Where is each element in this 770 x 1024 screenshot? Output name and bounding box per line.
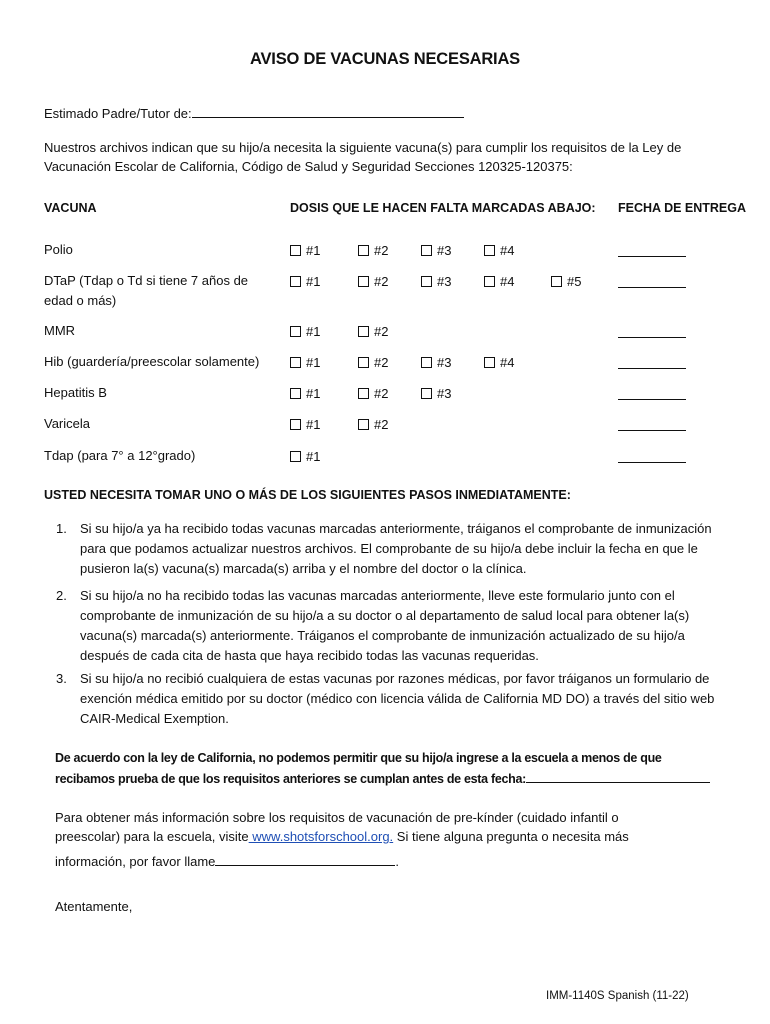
dose-label: #3 bbox=[437, 355, 452, 370]
dose-label: #4 bbox=[500, 274, 515, 289]
dose-label: #1 bbox=[306, 386, 321, 401]
dose-checkbox[interactable] bbox=[358, 388, 369, 399]
dose-label: #1 bbox=[306, 243, 321, 258]
dose-label: #5 bbox=[567, 274, 582, 289]
dose-label: #3 bbox=[437, 243, 452, 258]
vaccine-name: Hepatitis B bbox=[44, 385, 107, 400]
column-header-vaccine: VACUNA bbox=[44, 201, 97, 215]
dose-option[interactable] bbox=[484, 355, 514, 370]
dose-option[interactable] bbox=[484, 243, 514, 258]
column-header-date: FECHA DE ENTREGA bbox=[618, 201, 747, 215]
delivery-date-field[interactable] bbox=[618, 256, 686, 257]
dose-option[interactable] bbox=[358, 355, 388, 370]
dose-option[interactable] bbox=[290, 386, 320, 401]
dose-label: #1 bbox=[306, 417, 321, 432]
vaccine-name: Varicela bbox=[44, 416, 91, 431]
step-number: 1. bbox=[56, 521, 67, 536]
dose-label: #1 bbox=[306, 324, 321, 339]
phone-number-field[interactable] bbox=[215, 851, 395, 866]
dose-checkbox[interactable] bbox=[290, 326, 301, 337]
dose-checkbox[interactable] bbox=[484, 276, 495, 287]
dose-label: #2 bbox=[374, 417, 389, 432]
delivery-date-field[interactable] bbox=[618, 430, 686, 431]
parent-name-field[interactable] bbox=[192, 103, 464, 118]
dose-checkbox[interactable] bbox=[484, 357, 495, 368]
vaccine-name: MMR bbox=[44, 323, 76, 338]
dose-option[interactable] bbox=[358, 386, 388, 401]
dose-label: #3 bbox=[437, 274, 452, 289]
dose-label: #2 bbox=[374, 324, 389, 339]
dose-option[interactable] bbox=[484, 274, 514, 289]
intro-line-1: Nuestros archivos indican que su hijo/a necesita la siguiente vacuna(s) para cumplir los requisitos de la Ley de bbox=[44, 140, 682, 155]
dose-checkbox[interactable] bbox=[290, 357, 301, 368]
shotsforschool-link[interactable]: www.shotsforschool.org. bbox=[248, 829, 394, 844]
vaccine-name: Polio bbox=[44, 242, 73, 257]
info-line-2 bbox=[55, 827, 629, 847]
greeting-line bbox=[44, 103, 464, 124]
dose-checkbox[interactable] bbox=[421, 388, 432, 399]
dose-option[interactable] bbox=[290, 417, 320, 432]
deadline-date-field[interactable] bbox=[526, 768, 710, 783]
delivery-date-field[interactable] bbox=[618, 462, 686, 463]
law-line-2 bbox=[55, 768, 710, 789]
dose-checkbox[interactable] bbox=[358, 276, 369, 287]
info-line-3 bbox=[55, 851, 399, 872]
step-text: Si su hijo/a no recibió cualquiera de estas vacunas por razones médicas, por favor tráiganos un formulario de exención médica emitido por su doctor (médico con licencia válida de California MD DO) a través del sitio web CAIR-Medical Exemption. bbox=[80, 671, 715, 726]
info-line-3-text: información, por favor llame bbox=[55, 854, 216, 869]
intro-line-2: Vacunación Escolar de California, Código de Salud y Seguridad Secciones 120325-120375: bbox=[44, 159, 573, 174]
dose-label: #2 bbox=[374, 386, 389, 401]
dose-checkbox[interactable] bbox=[290, 388, 301, 399]
dose-label: #1 bbox=[306, 449, 321, 464]
vaccine-name: Hib (guardería/preescolar solamente) bbox=[44, 354, 260, 369]
dose-label: #2 bbox=[374, 355, 389, 370]
dose-label: #1 bbox=[306, 274, 321, 289]
dose-checkbox[interactable] bbox=[290, 276, 301, 287]
dose-option[interactable] bbox=[290, 274, 320, 289]
dose-option[interactable] bbox=[358, 324, 388, 339]
dose-checkbox[interactable] bbox=[290, 419, 301, 430]
closing: Atentamente, bbox=[55, 899, 133, 914]
dose-checkbox[interactable] bbox=[290, 245, 301, 256]
dose-option[interactable] bbox=[421, 274, 451, 289]
step-text: Si su hijo/a no ha recibido todas las vacunas marcadas anteriormente, lleve este formulario junto con el comprobante de inmunización de su hijo/a a su doctor o al departamento de salud local para obtener la(s) vacuna(s) marcada(s) anteriormente. Tráiganos el comprobante de inmunización actualizado de su hijo/a después de cada cita de hasta que haya recibido todas las vacunas requeridas. bbox=[80, 588, 690, 663]
dose-checkbox[interactable] bbox=[484, 245, 495, 256]
dose-label: #2 bbox=[374, 243, 389, 258]
dose-checkbox[interactable] bbox=[358, 245, 369, 256]
dose-checkbox[interactable] bbox=[421, 245, 432, 256]
law-line-1: De acuerdo con la ley de California, no podemos permitir que su hijo/a ingrese a la escuela a menos de que bbox=[55, 751, 662, 765]
delivery-date-field[interactable] bbox=[618, 368, 686, 369]
column-header-doses: DOSIS QUE LE HACEN FALTA MARCADAS ABAJO: bbox=[290, 201, 596, 215]
greeting-label: Estimado Padre/Tutor de: bbox=[44, 106, 192, 121]
dose-label: #1 bbox=[306, 355, 321, 370]
dose-option[interactable] bbox=[421, 243, 451, 258]
steps-heading: USTED NECESITA TOMAR UNO O MÁS DE LOS SIGUIENTES PASOS INMEDIATAMENTE: bbox=[44, 488, 571, 502]
dose-option[interactable] bbox=[290, 243, 320, 258]
dose-option[interactable] bbox=[551, 274, 581, 289]
dose-option[interactable] bbox=[358, 417, 388, 432]
page-title: AVISO DE VACUNAS NECESARIAS bbox=[250, 50, 520, 68]
vaccine-name: DTaP (Tdap o Td si tiene 7 años de edad o más) bbox=[44, 273, 249, 308]
delivery-date-field[interactable] bbox=[618, 287, 686, 288]
dose-option[interactable] bbox=[421, 355, 451, 370]
vaccine-name: Tdap (para 7° a 12°grado) bbox=[44, 448, 196, 463]
step-number: 3. bbox=[56, 671, 67, 686]
info-line-2-end: Si tiene alguna pregunta o necesita más bbox=[393, 829, 629, 844]
form-code-footer: IMM-1140S Spanish (11-22) bbox=[546, 990, 689, 1002]
dose-checkbox[interactable] bbox=[358, 419, 369, 430]
info-line-3-period: . bbox=[395, 854, 400, 869]
info-line-2-start: preescolar) para la escuela, visite bbox=[55, 829, 249, 844]
dose-label: #2 bbox=[374, 274, 389, 289]
dose-option[interactable] bbox=[358, 243, 388, 258]
step-number: 2. bbox=[56, 588, 67, 603]
law-line-2-text: recibamos prueba de que los requisitos anteriores se cumplan antes de esta fecha: bbox=[55, 772, 527, 786]
dose-checkbox[interactable] bbox=[358, 326, 369, 337]
delivery-date-field[interactable] bbox=[618, 399, 686, 400]
dose-checkbox[interactable] bbox=[421, 276, 432, 287]
dose-option[interactable] bbox=[358, 274, 388, 289]
step-text: Si su hijo/a ya ha recibido todas vacunas marcadas anteriormente, tráiganos el comprobante de inmunización para que podamos actualizar nuestros archivos. El comprobante de su hijo/a debe incluir la fecha en que le pusieron la(s) vacuna(s) marcada(s) arriba y el nombre del doctor o la clínica. bbox=[80, 521, 712, 576]
info-line-1: Para obtener más información sobre los requisitos de vacunación de pre-kínder (cuidado infantil o bbox=[55, 810, 619, 825]
dose-checkbox[interactable] bbox=[551, 276, 562, 287]
dose-checkbox[interactable] bbox=[290, 451, 301, 462]
dose-label: #4 bbox=[500, 243, 515, 258]
dose-option[interactable] bbox=[290, 324, 320, 339]
dose-label: #4 bbox=[500, 355, 515, 370]
dose-checkbox[interactable] bbox=[421, 357, 432, 368]
dose-option[interactable] bbox=[290, 449, 320, 464]
delivery-date-field[interactable] bbox=[618, 337, 686, 338]
dose-option[interactable] bbox=[421, 386, 451, 401]
dose-label: #3 bbox=[437, 386, 452, 401]
dose-checkbox[interactable] bbox=[358, 357, 369, 368]
dose-option[interactable] bbox=[290, 355, 320, 370]
